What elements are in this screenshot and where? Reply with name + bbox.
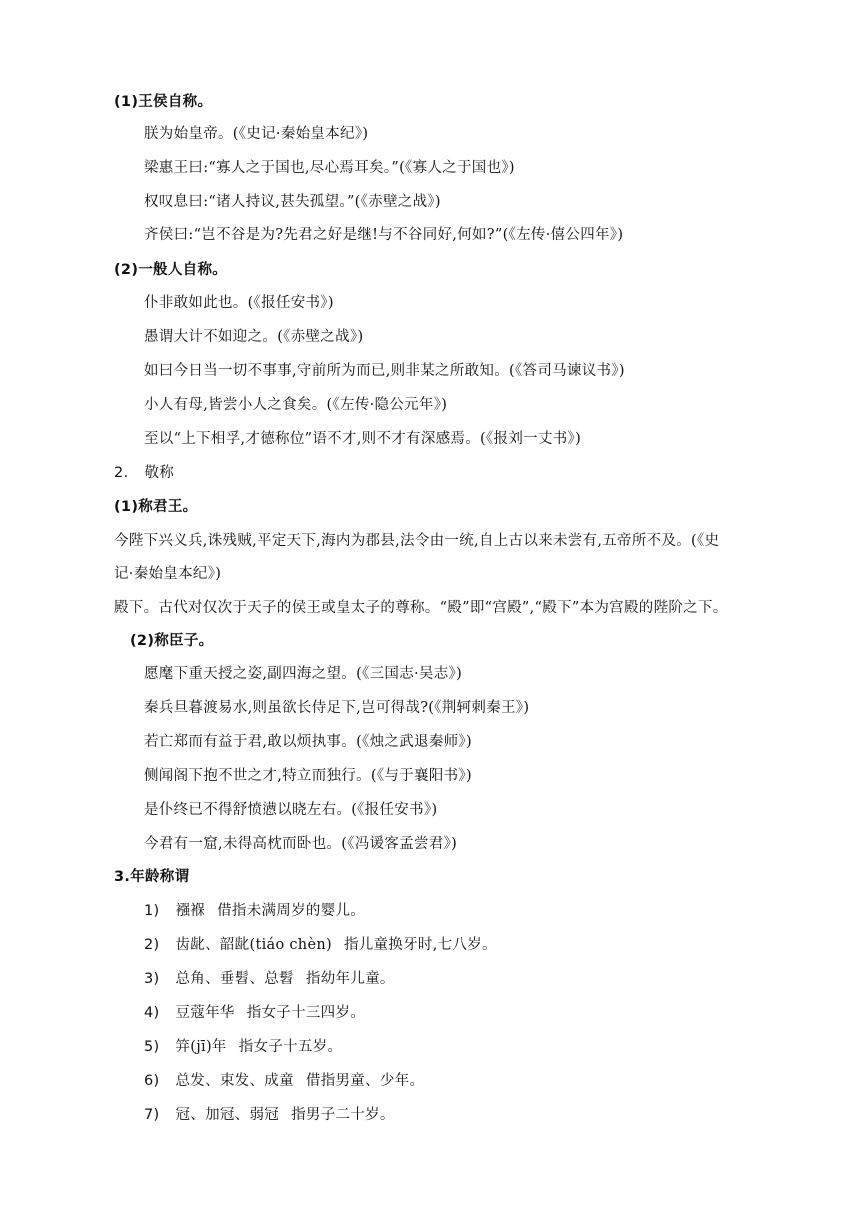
list-item bbox=[144, 1037, 342, 1057]
example-line: 仆非敢如此也。(《报任安书》) bbox=[144, 295, 334, 311]
heading-address-monarch: (1)称君王。 bbox=[114, 499, 198, 515]
heading-common-self-reference: (2)一般人自称。 bbox=[114, 262, 228, 278]
age-definition: 借指男童、少年。 bbox=[305, 1073, 425, 1089]
list-item bbox=[144, 935, 497, 955]
section-title: 敬称 bbox=[144, 465, 175, 481]
example-line: 侧闻阁下抱不世之才,特立而独行。(《与于襄阳书》) bbox=[144, 768, 472, 784]
list-item bbox=[144, 1003, 365, 1023]
example-line: 今君有一窟,未得高枕而卧也。(《冯谖客孟尝君》) bbox=[144, 836, 458, 852]
age-term: 襁褓 bbox=[175, 903, 206, 919]
example-line: 愚谓大计不如迎之。(《赤壁之战》) bbox=[144, 329, 364, 345]
age-definition: 指幼年儿童。 bbox=[305, 971, 395, 987]
list-number: 3) bbox=[144, 971, 160, 987]
example-line: 若亡郑而有益于君,敢以烦执事。(《烛之武退秦师》) bbox=[144, 734, 472, 750]
age-term: 豆蔻年华 bbox=[175, 1005, 235, 1021]
list-number: 2) bbox=[144, 937, 160, 953]
list-number: 1) bbox=[144, 903, 160, 919]
paragraph-line: 记·秦始皇本纪》) bbox=[114, 566, 222, 582]
age-term: 笄(jī)年 bbox=[175, 1039, 227, 1055]
example-line: 是仆终已不得舒愤懑以晓左右。(《报任安书》) bbox=[144, 802, 438, 818]
heading-age-terms: 3.年龄称谓 bbox=[114, 869, 190, 885]
example-line: 权叹息曰:“诸人持议,甚失孤望。”(《赤壁之战》) bbox=[144, 194, 441, 210]
list-item bbox=[144, 969, 395, 989]
age-term: 齿龀、韶龀(tiáo chèn) bbox=[175, 937, 332, 953]
example-line: 如曰今日当一切不事事,守前所为而已,则非某之所敢知。(《答司马谏议书》) bbox=[144, 363, 625, 379]
age-term: 总发、束发、成童 bbox=[175, 1073, 294, 1089]
example-line: 至以“上下相孚,才德称位”语不才,则不才有深感焉。(《报刘一丈书》) bbox=[144, 431, 582, 447]
list-number: 5) bbox=[144, 1039, 160, 1055]
section-number: 2. bbox=[114, 465, 129, 481]
list-item bbox=[144, 1071, 424, 1091]
age-term: 冠、加冠、弱冠 bbox=[175, 1107, 280, 1123]
age-term: 总角、垂髫、总髫 bbox=[175, 971, 294, 987]
list-number: 6) bbox=[144, 1073, 160, 1089]
example-line: 小人有母,皆尝小人之食矣。(《左传·隐公元年》) bbox=[144, 397, 448, 413]
example-line: 朕为始皇帝。(《史记·秦始皇本纪》) bbox=[144, 126, 369, 142]
heading-king-self-reference: (1)王侯自称。 bbox=[114, 94, 213, 110]
age-definition: 指男子二十岁。 bbox=[291, 1107, 395, 1123]
age-definition: 指女子十五岁。 bbox=[238, 1039, 343, 1055]
list-item bbox=[144, 901, 365, 921]
list-number: 4) bbox=[144, 1005, 160, 1021]
age-definition: 指女子十三四岁。 bbox=[246, 1005, 366, 1021]
section-heading-honorifics bbox=[114, 463, 174, 483]
age-definition: 指儿童换牙时,七八岁。 bbox=[343, 937, 497, 953]
paragraph-line: 今陛下兴义兵,诛残贼,平定天下,海内为郡县,法令由一统,自上古以来未尝有,五帝所不及。(《史 bbox=[114, 533, 720, 549]
age-definition: 借指未满周岁的婴儿。 bbox=[217, 903, 366, 919]
example-line: 梁惠王曰:“寡人之于国也,尽心焉耳矣。”(《寡人之于国也》) bbox=[144, 160, 515, 176]
paragraph-line: 殿下。古代对仅次于天子的侯王或皇太子的尊称。“殿”即“宫殿”,“殿下”本为宫殿的陛阶之下。 bbox=[114, 600, 728, 616]
list-item bbox=[144, 1105, 395, 1125]
list-number: 7) bbox=[144, 1107, 160, 1123]
heading-address-minister: (2)称臣子。 bbox=[130, 633, 214, 649]
example-line: 愿麾下重天授之姿,副四海之望。(《三国志·吴志》) bbox=[144, 666, 463, 682]
example-line: 齐侯曰:“岂不谷是为?先君之好是继!与不谷同好,何如?”(《左传·僖公四年》) bbox=[144, 227, 624, 243]
example-line: 秦兵旦暮渡易水,则虽欲长侍足下,岂可得哉?(《荆轲刺秦王》) bbox=[144, 700, 530, 716]
